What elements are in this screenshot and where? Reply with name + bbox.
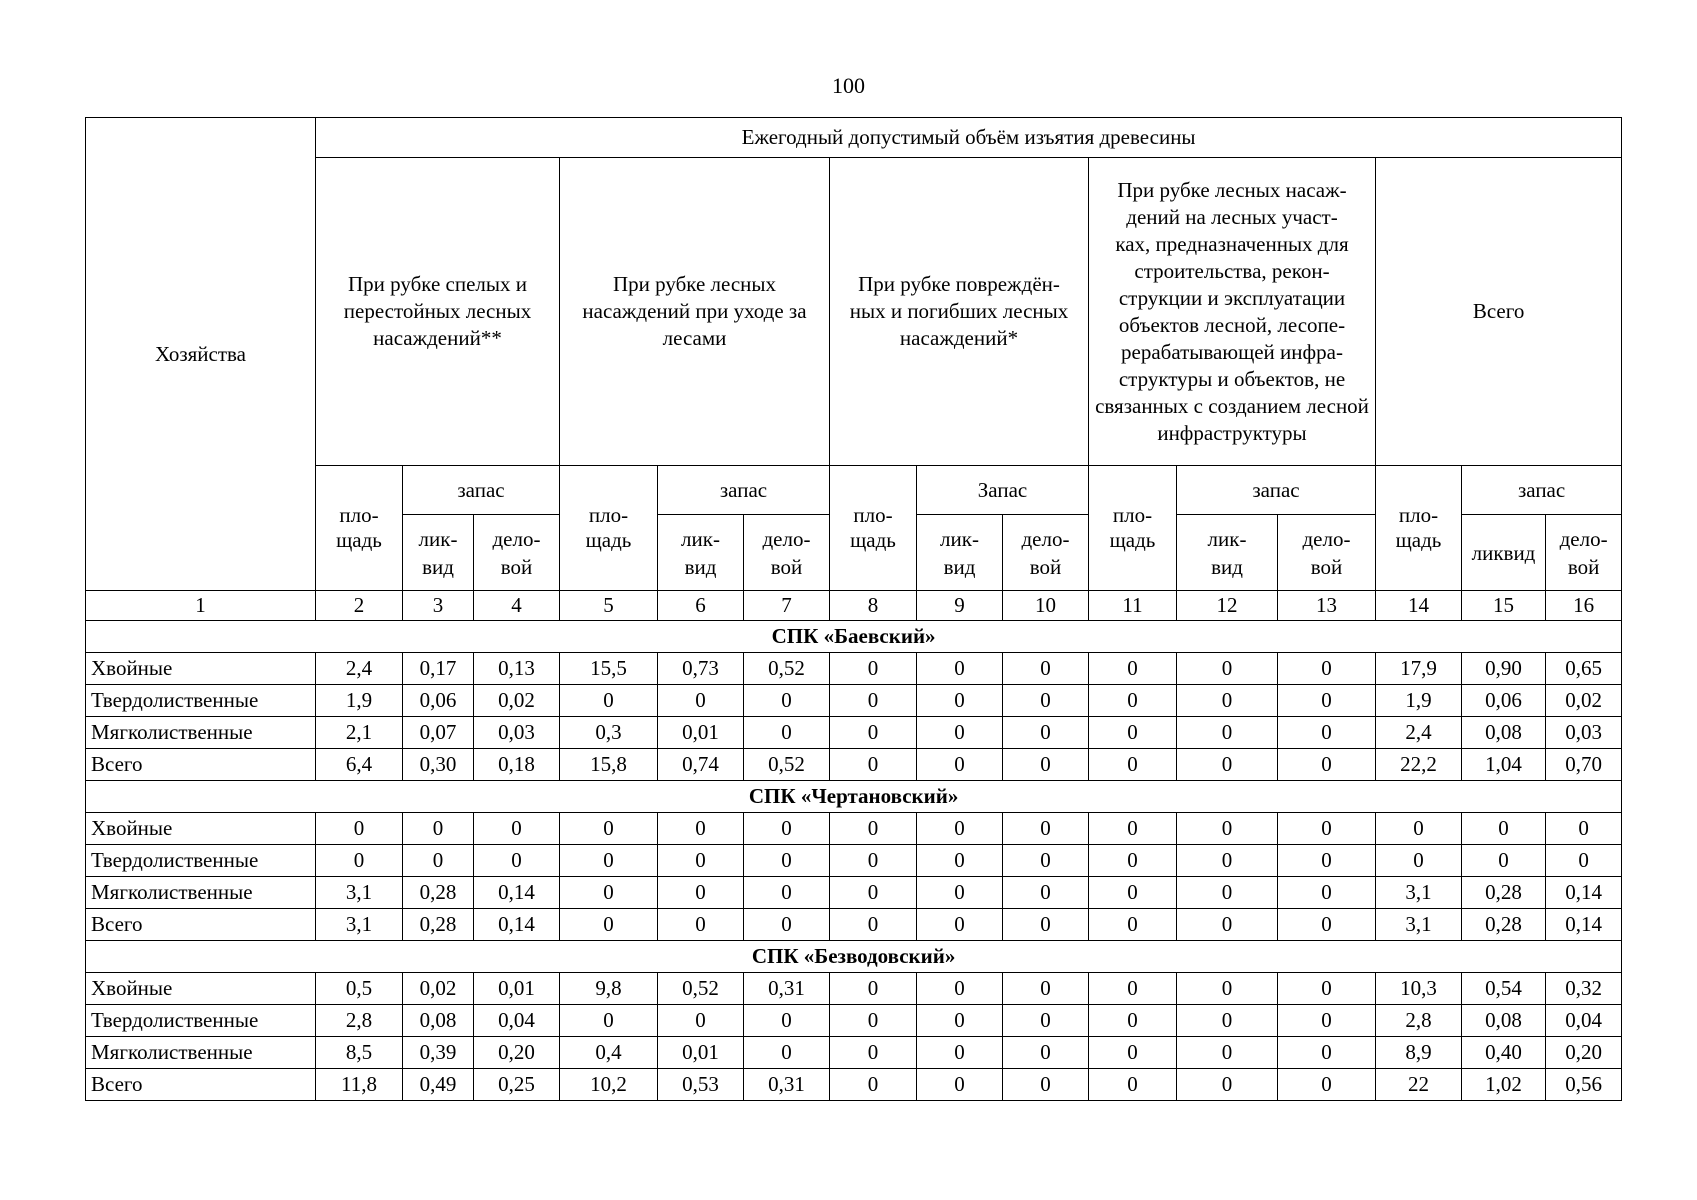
table-cell: 0 — [1003, 749, 1089, 781]
table-cell: 10,2 — [560, 1069, 658, 1101]
row-name: Всего — [86, 909, 316, 941]
table-cell: 0 — [1177, 749, 1278, 781]
column-number: 5 — [560, 591, 658, 621]
table-cell: 0 — [1376, 845, 1462, 877]
group-header-3: При рубке лесных насаж- дений на лесных участ- ках, предназначенных для строительства, рекон- струкции и эксплуатации объектов лесной, лесопе- рерабатывающей инфра- структуры и объектов, не связанных с созданием лесной инфраструктуры — [1089, 158, 1376, 466]
table-row — [86, 1005, 1622, 1037]
column-number: 10 — [1003, 591, 1089, 621]
table-cell: 0,28 — [403, 877, 474, 909]
table-cell: 0 — [1278, 1005, 1376, 1037]
table-cell: 0,08 — [1462, 717, 1546, 749]
column-number: 1 — [86, 591, 316, 621]
table-row — [86, 1037, 1622, 1069]
table-cell: 0 — [1278, 653, 1376, 685]
header-farms: Хозяйства — [86, 118, 316, 591]
table-row — [86, 717, 1622, 749]
table-cell: 0 — [744, 877, 830, 909]
table-cell: 0 — [1003, 973, 1089, 1005]
table-cell: 3,1 — [316, 877, 403, 909]
table-cell: 0 — [744, 1005, 830, 1037]
table-cell: 0,32 — [1546, 973, 1622, 1005]
area-header-2: пло- щадь — [830, 466, 917, 591]
table-cell: 0,52 — [744, 749, 830, 781]
table-cell: 0 — [830, 1005, 917, 1037]
table-cell: 0,14 — [1546, 877, 1622, 909]
table-row — [86, 1069, 1622, 1101]
table-cell: 0 — [560, 685, 658, 717]
table-cell: 0,70 — [1546, 749, 1622, 781]
table-cell: 0 — [658, 1005, 744, 1037]
table-cell: 0,18 — [474, 749, 560, 781]
column-number: 13 — [1278, 591, 1376, 621]
table-cell: 0,52 — [744, 653, 830, 685]
table-cell: 0 — [917, 813, 1003, 845]
stock-header-1: запас — [658, 466, 830, 515]
business-header-0: дело- вой — [474, 515, 560, 591]
table-cell: 0 — [1089, 973, 1177, 1005]
table-cell: 0 — [316, 845, 403, 877]
table-cell: 2,4 — [316, 653, 403, 685]
table-cell: 0,54 — [1462, 973, 1546, 1005]
table-cell: 0,01 — [474, 973, 560, 1005]
table-row — [86, 813, 1622, 845]
table-cell: 0 — [1003, 1037, 1089, 1069]
area-header-1: пло- щадь — [560, 466, 658, 591]
table-cell: 1,9 — [1376, 685, 1462, 717]
column-number: 12 — [1177, 591, 1278, 621]
table-cell: 0 — [1089, 1005, 1177, 1037]
business-header-1: дело- вой — [744, 515, 830, 591]
group-header-1: При рубке лесных насаждений при уходе за лесами — [560, 158, 830, 466]
table-cell: 0 — [1003, 653, 1089, 685]
table-cell: 0 — [1089, 813, 1177, 845]
stock-header-4: запас — [1462, 466, 1622, 515]
table-cell: 0 — [560, 877, 658, 909]
table-cell: 0 — [917, 845, 1003, 877]
stock-header-3: запас — [1177, 466, 1376, 515]
table-cell: 0 — [1462, 813, 1546, 845]
column-number: 14 — [1376, 591, 1462, 621]
table-cell: 10,3 — [1376, 973, 1462, 1005]
table-cell: 0,28 — [1462, 877, 1546, 909]
table-cell: 0 — [830, 877, 917, 909]
section-title: СПК «Баевский» — [86, 621, 1622, 653]
table-cell: 0 — [1089, 1069, 1177, 1101]
table-cell: 0 — [1003, 877, 1089, 909]
row-name: Мягколиственные — [86, 717, 316, 749]
table-cell: 0 — [1278, 877, 1376, 909]
table-cell: 0 — [1089, 717, 1177, 749]
table-cell: 0 — [744, 717, 830, 749]
section-row — [86, 781, 1622, 813]
table-cell: 0 — [1278, 909, 1376, 941]
table-cell: 0 — [474, 845, 560, 877]
table-cell: 0 — [1177, 1037, 1278, 1069]
table-row — [86, 877, 1622, 909]
row-name: Хвойные — [86, 813, 316, 845]
table-row — [86, 685, 1622, 717]
table-cell: 0 — [1003, 845, 1089, 877]
table-row — [86, 909, 1622, 941]
row-name: Мягколиственные — [86, 877, 316, 909]
table-cell: 0,40 — [1462, 1037, 1546, 1069]
table-cell: 0,20 — [1546, 1037, 1622, 1069]
table-cell: 0 — [917, 749, 1003, 781]
table-cell: 0 — [658, 877, 744, 909]
group-header-0: При рубке спелых и перестойных лесных насаждений** — [316, 158, 560, 466]
table-cell: 0,08 — [403, 1005, 474, 1037]
table-cell: 0 — [1278, 685, 1376, 717]
table-cell: 0 — [1177, 973, 1278, 1005]
table-cell: 0 — [1376, 813, 1462, 845]
header-main: Ежегодный допустимый объём изъятия древесины — [316, 118, 1622, 158]
column-number: 15 — [1462, 591, 1546, 621]
table-cell: 0,08 — [1462, 1005, 1546, 1037]
table-cell: 0 — [917, 685, 1003, 717]
table-cell: 11,8 — [316, 1069, 403, 1101]
group-header-2: При рубке повреждён- ных и погибших лесных насаждений* — [830, 158, 1089, 466]
table-cell: 0 — [1177, 717, 1278, 749]
row-name: Твердолиственные — [86, 1005, 316, 1037]
table-cell: 1,02 — [1462, 1069, 1546, 1101]
table-cell: 0,53 — [658, 1069, 744, 1101]
table-cell: 0 — [830, 653, 917, 685]
table-cell: 0 — [917, 653, 1003, 685]
table-cell: 0,56 — [1546, 1069, 1622, 1101]
area-header-0: пло- щадь — [316, 466, 403, 591]
table-cell: 0 — [830, 1037, 917, 1069]
table-cell: 0,49 — [403, 1069, 474, 1101]
table-cell: 15,8 — [560, 749, 658, 781]
section-title: СПК «Чертановский» — [86, 781, 1622, 813]
table-cell: 2,8 — [1376, 1005, 1462, 1037]
table-cell: 0,31 — [744, 973, 830, 1005]
row-name: Всего — [86, 1069, 316, 1101]
table-cell: 0 — [1278, 845, 1376, 877]
section-title: СПК «Безводовский» — [86, 941, 1622, 973]
table-cell: 0,01 — [658, 1037, 744, 1069]
area-header-3: пло- щадь — [1089, 466, 1177, 591]
liquid-header-1: лик- вид — [658, 515, 744, 591]
row-name: Хвойные — [86, 653, 316, 685]
table-cell: 8,5 — [316, 1037, 403, 1069]
table-cell: 0 — [1003, 717, 1089, 749]
table-cell: 0 — [917, 717, 1003, 749]
row-name: Твердолиственные — [86, 685, 316, 717]
table-cell: 0,04 — [1546, 1005, 1622, 1037]
table-cell: 0 — [917, 877, 1003, 909]
table-cell: 0 — [1278, 973, 1376, 1005]
table-cell: 0 — [1177, 1005, 1278, 1037]
table-cell: 0 — [744, 813, 830, 845]
business-header-3: дело- вой — [1278, 515, 1376, 591]
table-cell: 0 — [560, 845, 658, 877]
table-cell: 0 — [1003, 1069, 1089, 1101]
table-cell: 0 — [1003, 813, 1089, 845]
table-cell: 0,02 — [403, 973, 474, 1005]
table-cell: 0 — [1177, 909, 1278, 941]
table-cell: 0 — [1089, 845, 1177, 877]
table-cell: 0 — [474, 813, 560, 845]
table-cell: 0,14 — [474, 909, 560, 941]
table-cell: 0,04 — [474, 1005, 560, 1037]
table-cell: 0 — [830, 749, 917, 781]
table-cell: 0 — [917, 1037, 1003, 1069]
table-cell: 0 — [1177, 813, 1278, 845]
table-row — [86, 653, 1622, 685]
table-cell: 0 — [1462, 845, 1546, 877]
table-cell: 0,39 — [403, 1037, 474, 1069]
table-cell: 0 — [1089, 909, 1177, 941]
table-cell: 8,9 — [1376, 1037, 1462, 1069]
table-cell: 0 — [560, 1005, 658, 1037]
area-header-4: пло- щадь — [1376, 466, 1462, 591]
table-cell: 0 — [1546, 813, 1622, 845]
table-cell: 0,31 — [744, 1069, 830, 1101]
row-name: Всего — [86, 749, 316, 781]
table-cell: 0 — [744, 845, 830, 877]
column-number: 9 — [917, 591, 1003, 621]
table-cell: 0 — [1278, 717, 1376, 749]
table-cell: 0,74 — [658, 749, 744, 781]
table-cell: 9,8 — [560, 973, 658, 1005]
table-cell: 0,14 — [474, 877, 560, 909]
table-cell: 0,02 — [474, 685, 560, 717]
business-header-2: дело- вой — [1003, 515, 1089, 591]
table-cell: 0 — [1278, 813, 1376, 845]
table-row — [86, 845, 1622, 877]
table-cell: 0 — [917, 1005, 1003, 1037]
row-name: Твердолиственные — [86, 845, 316, 877]
table-cell: 0,3 — [560, 717, 658, 749]
table-cell: 0 — [830, 717, 917, 749]
liquid-header-4: ликвид — [1462, 515, 1546, 591]
liquid-header-0: лик- вид — [403, 515, 474, 591]
table-cell: 0 — [1089, 877, 1177, 909]
table-cell: 0 — [560, 909, 658, 941]
table-cell: 0 — [403, 845, 474, 877]
table-cell: 0,03 — [1546, 717, 1622, 749]
table-row — [86, 749, 1622, 781]
group-header-4: Всего — [1376, 158, 1622, 466]
table-cell: 0,5 — [316, 973, 403, 1005]
stock-header-0: запас — [403, 466, 560, 515]
table-cell: 3,1 — [1376, 909, 1462, 941]
table-cell: 22 — [1376, 1069, 1462, 1101]
section-row — [86, 621, 1622, 653]
table-cell: 0 — [830, 813, 917, 845]
table-cell: 0,07 — [403, 717, 474, 749]
table-cell: 0,01 — [658, 717, 744, 749]
table-cell: 22,2 — [1376, 749, 1462, 781]
table-cell: 0 — [316, 813, 403, 845]
table-cell: 0 — [403, 813, 474, 845]
table-cell: 0 — [830, 845, 917, 877]
table-cell: 3,1 — [316, 909, 403, 941]
table-cell: 3,1 — [1376, 877, 1462, 909]
row-name: Мягколиственные — [86, 1037, 316, 1069]
table-cell: 0 — [1177, 845, 1278, 877]
table-cell: 0 — [658, 813, 744, 845]
timber-harvest-table — [85, 117, 1622, 1101]
liquid-header-3: лик- вид — [1177, 515, 1278, 591]
stock-header-2: Запас — [917, 466, 1089, 515]
table-row — [86, 973, 1622, 1005]
table-cell: 0 — [1177, 685, 1278, 717]
column-number: 3 — [403, 591, 474, 621]
table-cell: 0,90 — [1462, 653, 1546, 685]
table-cell: 0 — [1003, 1005, 1089, 1037]
table-cell: 0,14 — [1546, 909, 1622, 941]
column-number: 6 — [658, 591, 744, 621]
table-cell: 2,4 — [1376, 717, 1462, 749]
table-cell: 0 — [1089, 653, 1177, 685]
table-cell: 0 — [917, 973, 1003, 1005]
table-cell: 0,4 — [560, 1037, 658, 1069]
table-cell: 0,28 — [1462, 909, 1546, 941]
table-cell: 2,8 — [316, 1005, 403, 1037]
table-cell: 0 — [1089, 685, 1177, 717]
table-cell: 0 — [1089, 1037, 1177, 1069]
table-cell: 0 — [1003, 685, 1089, 717]
table-cell: 17,9 — [1376, 653, 1462, 685]
column-number: 11 — [1089, 591, 1177, 621]
column-number: 2 — [316, 591, 403, 621]
table-cell: 15,5 — [560, 653, 658, 685]
table-cell: 0 — [1089, 749, 1177, 781]
business-header-4: дело- вой — [1546, 515, 1622, 591]
table-cell: 0 — [830, 909, 917, 941]
table-cell: 0,25 — [474, 1069, 560, 1101]
table-cell: 0 — [744, 685, 830, 717]
table-cell: 0,20 — [474, 1037, 560, 1069]
table-cell: 0 — [1177, 653, 1278, 685]
table-cell: 0 — [830, 1069, 917, 1101]
table-cell: 0 — [1177, 877, 1278, 909]
table-cell: 0,52 — [658, 973, 744, 1005]
row-name: Хвойные — [86, 973, 316, 1005]
table-cell: 0 — [744, 1037, 830, 1069]
table-cell: 0,06 — [1462, 685, 1546, 717]
table-cell: 0 — [830, 973, 917, 1005]
table-cell: 0 — [658, 845, 744, 877]
table-cell: 0,13 — [474, 653, 560, 685]
table-cell: 0,06 — [403, 685, 474, 717]
table-cell: 0 — [917, 1069, 1003, 1101]
table-cell: 0 — [1278, 1037, 1376, 1069]
table-cell: 0,65 — [1546, 653, 1622, 685]
column-number: 4 — [474, 591, 560, 621]
column-number: 8 — [830, 591, 917, 621]
table-cell: 0 — [1546, 845, 1622, 877]
liquid-header-2: лик- вид — [917, 515, 1003, 591]
table-cell: 0 — [658, 909, 744, 941]
table-cell: 0,28 — [403, 909, 474, 941]
table-cell: 0,03 — [474, 717, 560, 749]
table-cell: 6,4 — [316, 749, 403, 781]
table-cell: 0,17 — [403, 653, 474, 685]
table-cell: 0 — [1278, 749, 1376, 781]
table-cell: 0,73 — [658, 653, 744, 685]
table-cell: 0,30 — [403, 749, 474, 781]
column-number: 7 — [744, 591, 830, 621]
table-cell: 0 — [744, 909, 830, 941]
table-cell: 0,02 — [1546, 685, 1622, 717]
table-cell: 0 — [560, 813, 658, 845]
table-cell: 0 — [1003, 909, 1089, 941]
table-cell: 0 — [1177, 1069, 1278, 1101]
table-cell: 0 — [917, 909, 1003, 941]
column-number: 16 — [1546, 591, 1622, 621]
page-number: 100 — [832, 73, 865, 98]
table-cell: 0 — [1278, 1069, 1376, 1101]
section-row — [86, 941, 1622, 973]
table-cell: 0 — [658, 685, 744, 717]
table-cell: 1,04 — [1462, 749, 1546, 781]
table-cell: 1,9 — [316, 685, 403, 717]
table-cell: 0 — [830, 685, 917, 717]
table-cell: 2,1 — [316, 717, 403, 749]
